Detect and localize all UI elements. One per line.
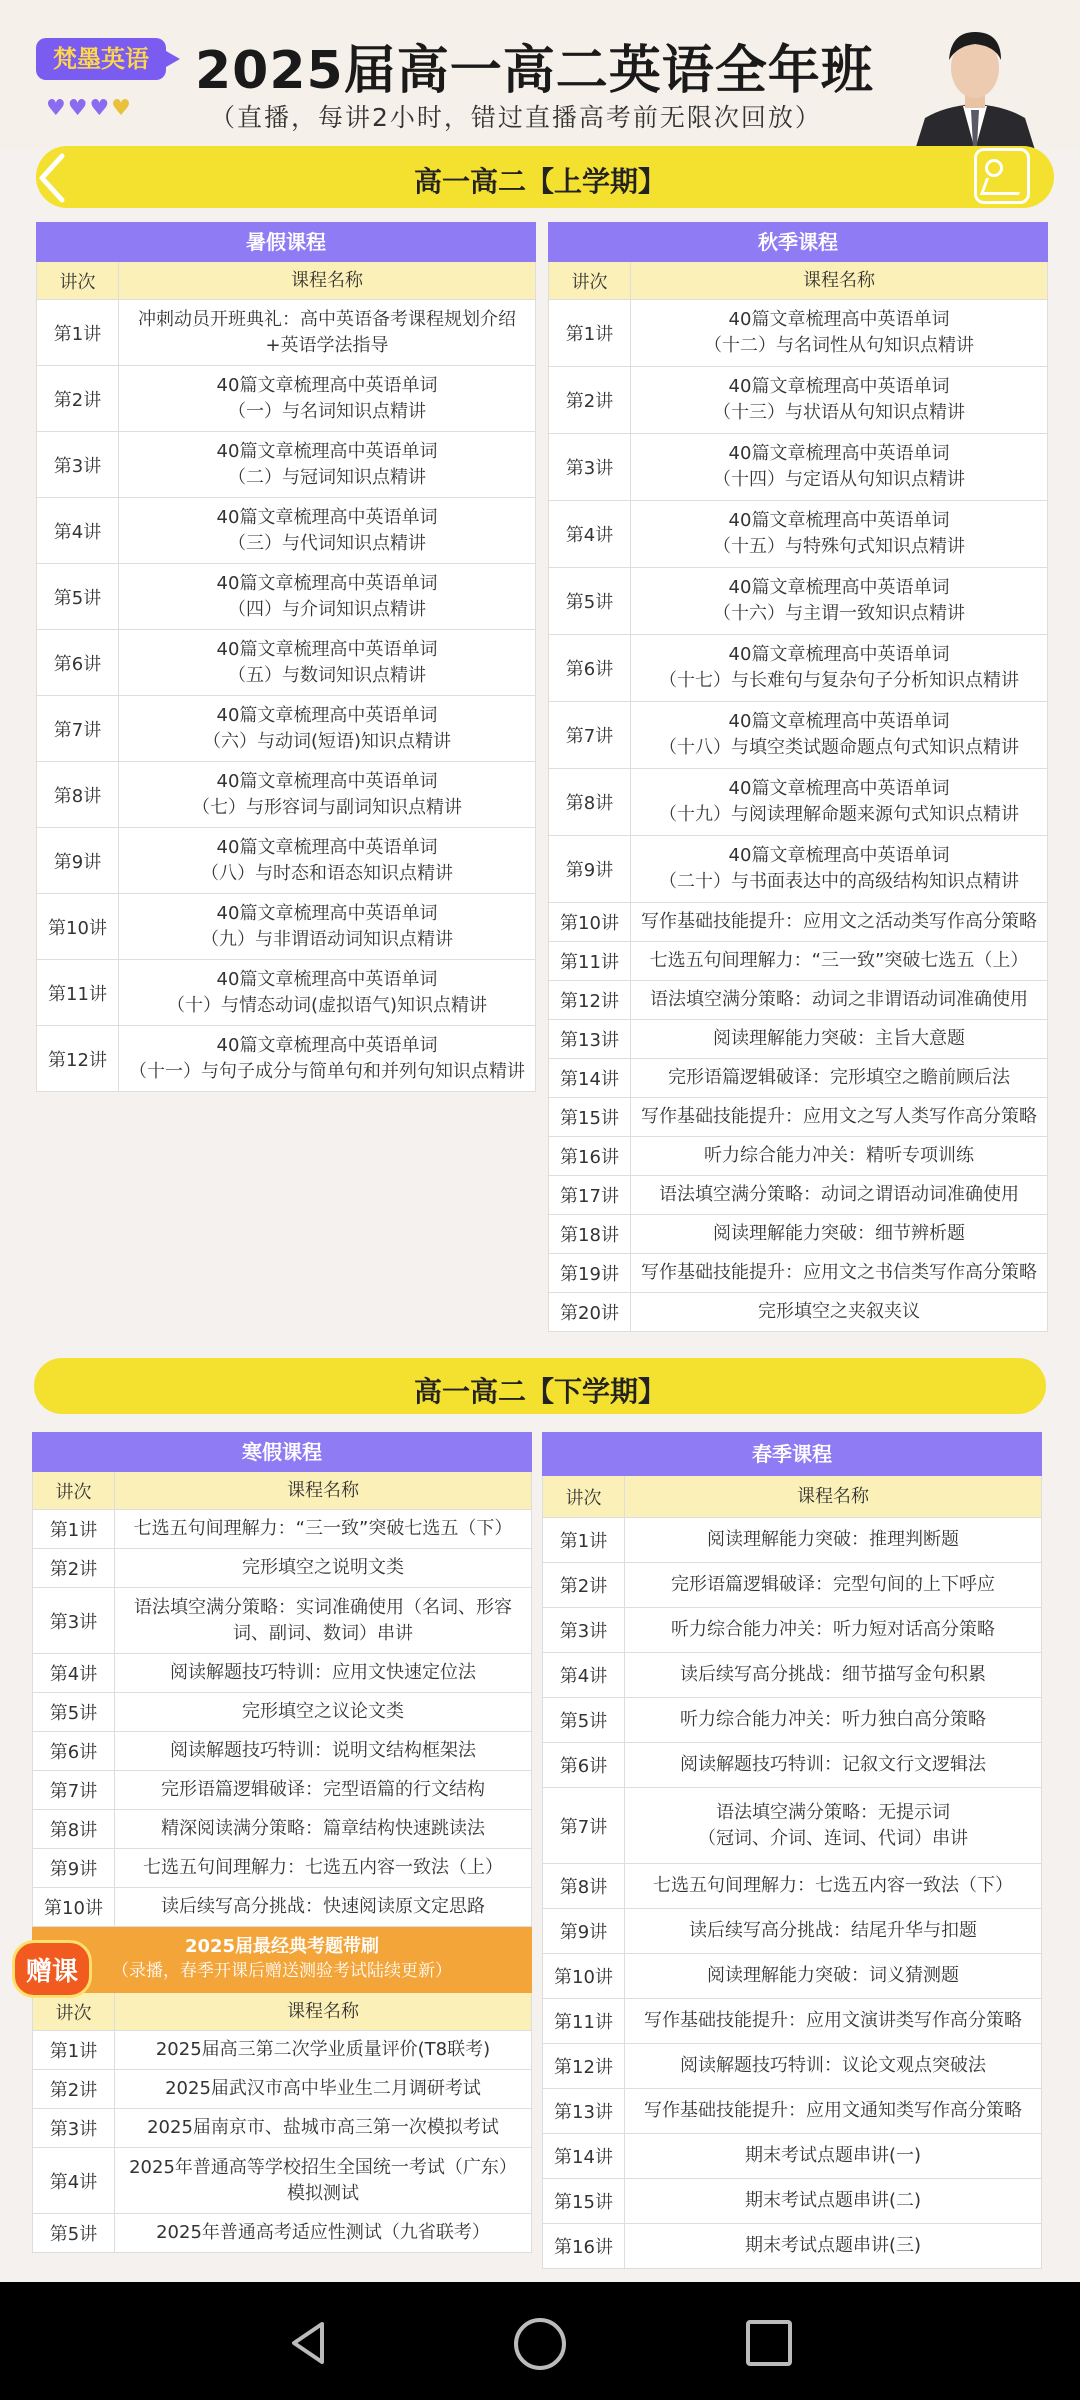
session-cell: 第12讲 bbox=[543, 2044, 625, 2088]
course-name-cell: 阅读解题技巧特训：议论文观点突破法 bbox=[680, 2055, 986, 2076]
table-row bbox=[542, 1653, 1042, 1698]
table-row bbox=[548, 434, 1048, 501]
course-name-cell: 40篇文章梳理高中英语单词 （十二）与名词性从句知识点精讲 bbox=[704, 309, 974, 356]
course-name-cell: 七选五句间理解力：七选五内容一致法（下） bbox=[653, 1875, 1013, 1896]
course-name-cell: 40篇文章梳理高中英语单词 （十一）与句子成分与简单句和并列句知识点精讲 bbox=[129, 1034, 525, 1082]
table-row bbox=[542, 2044, 1042, 2089]
table-row bbox=[548, 702, 1048, 769]
course-name-cell: 完形语篇逻辑破译：完型句间的上下呼应 bbox=[671, 1574, 995, 1595]
course-name-cell: 阅读理解能力突破：推理判断题 bbox=[707, 1529, 959, 1550]
course-name-cell: 2025年普通高考适应性测试（九省联考） bbox=[156, 2222, 490, 2243]
nav-home-icon[interactable] bbox=[514, 2318, 566, 2370]
session-cell: 第12讲 bbox=[37, 1026, 119, 1091]
teacher-photo bbox=[905, 18, 1045, 150]
session-cell: 第11讲 bbox=[543, 1999, 625, 2043]
table-row bbox=[548, 568, 1048, 635]
table-row bbox=[32, 1549, 532, 1588]
gift-title: 2025届最经典考题带刷 bbox=[184, 1936, 380, 1957]
course-name-cell: 40篇文章梳理高中英语单词 （四）与介词知识点精讲 bbox=[216, 572, 438, 620]
session-cell: 第4讲 bbox=[33, 2148, 115, 2213]
table-row bbox=[32, 2214, 532, 2253]
poster-title: 2025届高一高二英语全年班 bbox=[195, 41, 874, 101]
session-cell: 第8讲 bbox=[549, 769, 631, 835]
course-name-cell: 精深阅读满分策略：篇章结构快速跳读法 bbox=[161, 1818, 485, 1839]
table-row bbox=[542, 1954, 1042, 1999]
table-row bbox=[542, 1743, 1042, 1788]
session-cell: 第16讲 bbox=[549, 1137, 631, 1175]
column-header: 讲次 课程名称 bbox=[36, 262, 536, 300]
course-name-cell: 语法填空满分策略：动词之非谓语动词准确使用 bbox=[650, 989, 1028, 1010]
column-header: 讲次 课程名称 bbox=[32, 1993, 532, 2031]
table-row bbox=[542, 2224, 1042, 2269]
session-cell: 第11讲 bbox=[37, 960, 119, 1025]
hearts-decoration: ♥♥♥♥ bbox=[46, 96, 133, 121]
course-name-cell: 语法填空满分策略：实词准确使用（名词、形容 词、副词、数词）串讲 bbox=[134, 1596, 512, 1644]
table-row bbox=[542, 2134, 1042, 2179]
winter-course-table bbox=[32, 1432, 532, 2253]
table-row bbox=[542, 1864, 1042, 1909]
session-cell: 第9讲 bbox=[543, 1909, 625, 1953]
session-cell: 第6讲 bbox=[543, 1743, 625, 1787]
session-cell: 第7讲 bbox=[549, 702, 631, 768]
nav-recent-icon[interactable] bbox=[746, 2320, 792, 2366]
session-cell: 第5讲 bbox=[33, 2214, 115, 2252]
course-name-cell: 写作基础技能提升：应用文之书信类写作高分策略 bbox=[641, 1262, 1037, 1283]
course-name-cell: 完形填空之议论文类 bbox=[242, 1701, 404, 1722]
session-cell: 第10讲 bbox=[33, 1888, 115, 1926]
session-cell: 第4讲 bbox=[33, 1654, 115, 1692]
table-row bbox=[36, 366, 536, 432]
session-cell: 第3讲 bbox=[33, 1588, 115, 1653]
gift-note: （录播，春季开课后赠送测验考试陆续更新） bbox=[112, 1961, 452, 1981]
gift-header bbox=[32, 1927, 532, 1993]
course-name-cell: 40篇文章梳理高中英语单词 （二十）与书面表达中的高级结构知识点精讲 bbox=[659, 845, 1019, 892]
session-cell: 第2讲 bbox=[33, 1549, 115, 1587]
session-cell: 第3讲 bbox=[549, 434, 631, 500]
course-name-cell: 40篇文章梳理高中英语单词 （八）与时态和语态知识点精讲 bbox=[201, 836, 453, 884]
session-cell: 第15讲 bbox=[549, 1098, 631, 1136]
course-name-cell: 写作基础技能提升：应用文通知类写作高分策略 bbox=[644, 2100, 1022, 2121]
table-row bbox=[32, 2031, 532, 2070]
course-name-cell: 完形语篇逻辑破译：完形填空之瞻前顾后法 bbox=[668, 1067, 1010, 1088]
session-cell: 第4讲 bbox=[549, 501, 631, 567]
table-row bbox=[32, 2109, 532, 2148]
session-cell: 第9讲 bbox=[549, 836, 631, 902]
session-cell: 第3讲 bbox=[543, 1608, 625, 1652]
table-row bbox=[548, 1059, 1048, 1098]
session-cell: 第14讲 bbox=[549, 1059, 631, 1097]
table-row bbox=[36, 894, 536, 960]
course-name-cell: 写作基础技能提升：应用文之写人类写作高分策略 bbox=[641, 1106, 1037, 1127]
course-name-cell: 40篇文章梳理高中英语单词 （十七）与长难句与复杂句子分析知识点精讲 bbox=[659, 644, 1019, 691]
course-name-cell: 阅读解题技巧特训：应用文快速定位法 bbox=[170, 1662, 476, 1683]
course-name-cell: 期末考试点题串讲(二) bbox=[744, 2190, 922, 2211]
semester1-title: 高一高二【上学期】 bbox=[413, 165, 666, 198]
session-cell: 第1讲 bbox=[549, 300, 631, 366]
course-name-cell: 完形填空之说明文类 bbox=[242, 1557, 404, 1578]
session-cell: 第9讲 bbox=[33, 1849, 115, 1887]
course-name-cell: 读后续写高分挑战：结尾升华与扣题 bbox=[689, 1920, 977, 1941]
course-name-cell: 听力综合能力冲关：听力独白高分策略 bbox=[680, 1709, 986, 1730]
table-row bbox=[548, 367, 1048, 434]
session-cell: 第4讲 bbox=[37, 498, 119, 563]
course-name-cell: 阅读理解能力突破：词义猜测题 bbox=[707, 1965, 959, 1986]
table-row bbox=[32, 1849, 532, 1888]
course-name-cell: 2025届高三第二次学业质量评价(T8联考) bbox=[155, 2039, 491, 2060]
session-cell: 第10讲 bbox=[549, 903, 631, 941]
table-row bbox=[542, 1698, 1042, 1743]
course-name-cell: 期末考试点题串讲(一) bbox=[744, 2145, 922, 2166]
session-cell: 第19讲 bbox=[549, 1254, 631, 1292]
session-cell: 第7讲 bbox=[37, 696, 119, 761]
session-cell: 第11讲 bbox=[549, 942, 631, 980]
table-row bbox=[548, 1098, 1048, 1137]
session-cell: 第8讲 bbox=[37, 762, 119, 827]
session-cell: 第2讲 bbox=[37, 366, 119, 431]
course-name-cell: 40篇文章梳理高中英语单词 （三）与代词知识点精讲 bbox=[216, 506, 438, 554]
poster-subtitle: （直播，每讲2小时，错过直播高考前无限次回放） bbox=[210, 103, 822, 132]
course-name-cell: 40篇文章梳理高中英语单词 （二）与冠词知识点精讲 bbox=[216, 440, 438, 488]
table-row bbox=[548, 300, 1048, 367]
session-cell: 第2讲 bbox=[33, 2070, 115, 2108]
session-cell: 第10讲 bbox=[543, 1954, 625, 1998]
table-row bbox=[36, 300, 536, 366]
course-name-cell: 2025年普通高等学校招生全国统一考试（广东） 模拟测试 bbox=[129, 2156, 517, 2204]
table-row bbox=[548, 1137, 1048, 1176]
course-name-cell: 40篇文章梳理高中英语单词 （十三）与状语从句知识点精讲 bbox=[713, 376, 965, 423]
course-name-cell: 读后续写高分挑战：快速阅读原文定思路 bbox=[161, 1896, 485, 1917]
table-row bbox=[548, 942, 1048, 981]
table-row bbox=[542, 1563, 1042, 1608]
winter-title: 寒假课程 bbox=[32, 1432, 532, 1472]
session-cell: 第1讲 bbox=[543, 1518, 625, 1562]
session-cell: 第1讲 bbox=[33, 2031, 115, 2069]
session-cell: 第8讲 bbox=[543, 1864, 625, 1908]
course-name-cell: 七选五句间理解力：“三一致”突破七选五（下） bbox=[133, 1518, 513, 1539]
course-name-cell: 读后续写高分挑战：细节描写金句积累 bbox=[680, 1664, 986, 1685]
column-header: 讲次 课程名称 bbox=[542, 1476, 1042, 1518]
table-row bbox=[548, 1215, 1048, 1254]
course-name-cell: 2025届南京市、盐城市高三第一次模拟考试 bbox=[147, 2117, 499, 2138]
course-name-cell: 40篇文章梳理高中英语单词 （十九）与阅读理解命题来源句式知识点精讲 bbox=[659, 778, 1019, 825]
table-row bbox=[36, 960, 536, 1026]
course-name-cell: 语法填空满分策略：动词之谓语动词准确使用 bbox=[659, 1184, 1019, 1205]
course-name-cell: 40篇文章梳理高中英语单词 （十五）与特殊句式知识点精讲 bbox=[713, 510, 965, 557]
session-cell: 第20讲 bbox=[549, 1293, 631, 1331]
column-header: 讲次 课程名称 bbox=[548, 262, 1048, 300]
course-name-cell: 听力综合能力冲关：精听专项训练 bbox=[704, 1145, 974, 1166]
table-row bbox=[542, 1518, 1042, 1563]
session-cell: 第6讲 bbox=[37, 630, 119, 695]
session-cell: 第5讲 bbox=[543, 1698, 625, 1742]
table-row bbox=[32, 1654, 532, 1693]
session-cell: 第8讲 bbox=[33, 1810, 115, 1848]
summer-title: 暑假课程 bbox=[36, 222, 536, 262]
table-row bbox=[542, 1788, 1042, 1864]
table-row bbox=[548, 501, 1048, 568]
table-row bbox=[542, 1999, 1042, 2044]
course-name-cell: 阅读解题技巧特训：记叙文行文逻辑法 bbox=[680, 1754, 986, 1775]
table-row bbox=[36, 432, 536, 498]
course-name-cell: 阅读解题技巧特训：说明文结构框架法 bbox=[170, 1740, 476, 1761]
table-row bbox=[548, 769, 1048, 836]
gallery-icon[interactable] bbox=[974, 148, 1030, 204]
course-name-cell: 七选五句间理解力：“三一致”突破七选五（上） bbox=[649, 950, 1029, 971]
session-cell: 第16讲 bbox=[543, 2224, 625, 2268]
session-cell: 第7讲 bbox=[543, 1788, 625, 1863]
session-cell: 第4讲 bbox=[543, 1653, 625, 1697]
table-row bbox=[548, 635, 1048, 702]
autumn-title: 秋季课程 bbox=[548, 222, 1048, 262]
table-row bbox=[548, 1254, 1048, 1293]
table-row bbox=[542, 2089, 1042, 2134]
session-cell: 第12讲 bbox=[549, 981, 631, 1019]
course-name-cell: 2025届武汉市高中毕业生二月调研考试 bbox=[165, 2078, 481, 2099]
table-row bbox=[32, 1510, 532, 1549]
table-row bbox=[32, 1693, 532, 1732]
session-cell: 第2讲 bbox=[543, 1563, 625, 1607]
session-cell: 第13讲 bbox=[549, 1020, 631, 1058]
course-name-cell: 语法填空满分策略：无提示词 （冠词、介词、连词、代词）串讲 bbox=[698, 1801, 968, 1849]
session-cell: 第6讲 bbox=[33, 1732, 115, 1770]
course-name-cell: 阅读理解能力突破：细节辨析题 bbox=[713, 1223, 965, 1244]
session-cell: 第10讲 bbox=[37, 894, 119, 959]
session-cell: 第5讲 bbox=[33, 1693, 115, 1731]
course-name-cell: 40篇文章梳理高中英语单词 （一）与名词知识点精讲 bbox=[216, 374, 438, 422]
table-row bbox=[32, 1732, 532, 1771]
table-row bbox=[36, 828, 536, 894]
session-cell: 第17讲 bbox=[549, 1176, 631, 1214]
session-cell: 第3讲 bbox=[37, 432, 119, 497]
table-row bbox=[32, 1588, 532, 1654]
table-row bbox=[32, 1771, 532, 1810]
course-name-cell: 40篇文章梳理高中英语单词 （十四）与定语从句知识点精讲 bbox=[713, 443, 965, 490]
session-cell: 第5讲 bbox=[549, 568, 631, 634]
table-row bbox=[32, 2148, 532, 2214]
course-name-cell: 期末考试点题串讲(三) bbox=[744, 2235, 922, 2256]
session-cell: 第18讲 bbox=[549, 1215, 631, 1253]
course-name-cell: 写作基础技能提升：应用文之活动类写作高分策略 bbox=[641, 911, 1037, 932]
course-name-cell: 40篇文章梳理高中英语单词 （十）与情态动词(虚拟语气)知识点精讲 bbox=[166, 968, 488, 1016]
gift-badge: 赠课 bbox=[12, 1940, 92, 1998]
course-name-cell: 40篇文章梳理高中英语单词 （九）与非谓语动词知识点精讲 bbox=[201, 902, 453, 950]
summer-course-table bbox=[36, 222, 536, 1092]
session-cell: 第1讲 bbox=[37, 300, 119, 365]
table-row bbox=[36, 630, 536, 696]
semester2-title: 高一高二【下学期】 bbox=[413, 1375, 666, 1408]
table-row bbox=[32, 2070, 532, 2109]
session-cell: 第3讲 bbox=[33, 2109, 115, 2147]
table-row bbox=[548, 836, 1048, 903]
session-cell: 第9讲 bbox=[37, 828, 119, 893]
session-cell: 第14讲 bbox=[543, 2134, 625, 2178]
course-name-cell: 完形语篇逻辑破译：完型语篇的行文结构 bbox=[161, 1779, 485, 1800]
table-row bbox=[32, 1810, 532, 1849]
course-name-cell: 听力综合能力冲关：听力短对话高分策略 bbox=[671, 1619, 995, 1640]
table-row bbox=[548, 903, 1048, 942]
table-row bbox=[36, 1026, 536, 1092]
course-name-cell: 40篇文章梳理高中英语单词 （六）与动词(短语)知识点精讲 bbox=[202, 704, 452, 752]
table-row bbox=[32, 1888, 532, 1927]
poster-header bbox=[0, 0, 1080, 150]
table-row bbox=[36, 564, 536, 630]
table-row bbox=[548, 1293, 1048, 1332]
session-cell: 第7讲 bbox=[33, 1771, 115, 1809]
table-row bbox=[542, 2179, 1042, 2224]
course-name-cell: 完形填空之夹叙夹议 bbox=[758, 1301, 920, 1322]
table-row bbox=[542, 1608, 1042, 1653]
session-cell: 第2讲 bbox=[549, 367, 631, 433]
course-name-cell: 冲刺动员开班典礼：高中英语备考课程规划介绍 +英语学法指导 bbox=[138, 308, 516, 356]
course-name-cell: 40篇文章梳理高中英语单词 （十八）与填空类试题命题点句式知识点精讲 bbox=[659, 711, 1019, 758]
table-row bbox=[548, 981, 1048, 1020]
spring-title: 春季课程 bbox=[542, 1432, 1042, 1476]
spring-course-table bbox=[542, 1432, 1042, 2269]
course-name-cell: 40篇文章梳理高中英语单词 （七）与形容词与副词知识点精讲 bbox=[192, 770, 462, 818]
table-row bbox=[36, 498, 536, 564]
table-row bbox=[36, 762, 536, 828]
brand-logo: 梵墨英语 bbox=[36, 38, 166, 80]
course-name-cell: 40篇文章梳理高中英语单词 （五）与数词知识点精讲 bbox=[216, 638, 438, 686]
column-header: 讲次 课程名称 bbox=[32, 1472, 532, 1510]
session-cell: 第6讲 bbox=[549, 635, 631, 701]
table-row bbox=[548, 1176, 1048, 1215]
course-name-cell: 阅读理解能力突破：主旨大意题 bbox=[713, 1028, 965, 1049]
course-name-cell: 写作基础技能提升：应用文演讲类写作高分策略 bbox=[644, 2010, 1022, 2031]
course-name-cell: 40篇文章梳理高中英语单词 （十六）与主谓一致知识点精讲 bbox=[713, 577, 965, 624]
autumn-course-table bbox=[548, 222, 1048, 1332]
session-cell: 第15讲 bbox=[543, 2179, 625, 2223]
session-cell: 第13讲 bbox=[543, 2089, 625, 2133]
session-cell: 第1讲 bbox=[33, 1510, 115, 1548]
session-cell: 第5讲 bbox=[37, 564, 119, 629]
course-name-cell: 七选五句间理解力：七选五内容一致法（上） bbox=[143, 1857, 503, 1878]
nav-back-icon[interactable] bbox=[288, 2320, 328, 2366]
table-row bbox=[542, 1909, 1042, 1954]
table-row bbox=[36, 696, 536, 762]
table-row bbox=[548, 1020, 1048, 1059]
